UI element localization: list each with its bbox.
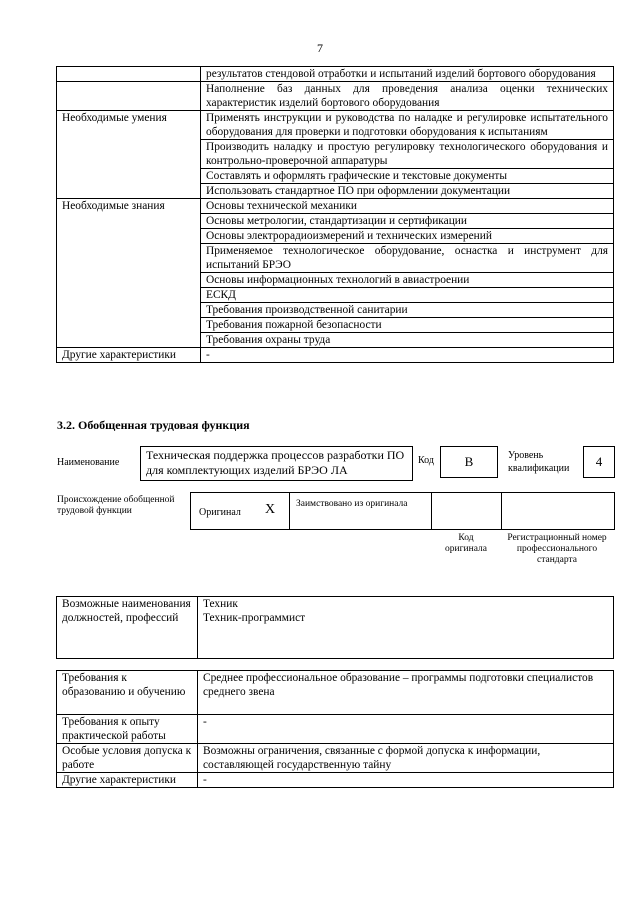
roles-label: Возможные наименования должностей, профессий [57,597,198,659]
original-label: Оригинал [199,507,241,518]
table-cell: Наполнение баз данных для проведения анализа оценки технических характеристик изделий бортового оборудования [201,82,614,111]
code-original-caption: Код оригинала [445,533,487,554]
origin-table [190,492,615,530]
function-name-box [140,446,413,481]
requirement-label: Требования к образованию и обучению [57,671,198,715]
table-row [57,199,614,214]
table-row [57,744,614,773]
level-box [583,446,615,478]
knowledge-item: Применяемое технологическое оборудование, оснастка и инструмент для испытаний БРЭО [201,244,614,273]
skill-item: Применять инструкции и руководства по наладке и регулировке испытательного оборудования для проверки и подготовки оборудования к испытаниям [201,111,614,140]
table-cell-empty [57,67,201,82]
requirement-value: Возможны ограничения, связанные с формой допуска к информации, составляющей государственную тайну [198,744,614,773]
level-label: Уровень квалификации [508,450,570,474]
original-mark: X [265,502,276,517]
code-label: Код [418,455,434,466]
knowledge-item: Требования пожарной безопасности [201,318,614,333]
other-characteristics-value: - [201,348,614,363]
knowledge-item: Основы технической механики [201,199,614,214]
function-name-value: Техническая поддержка процессов разработки ПО для комплектующих изделий БРЭО ЛА [146,448,405,477]
requirement-value: - [198,773,614,788]
requirement-label: Требования к опыту практической работы [57,715,198,744]
requirements-table [56,670,614,788]
roles-table [56,596,614,659]
table-cell: результатов стендовой отработки и испытаний изделий бортового оборудования [201,67,614,82]
level-value: 4 [595,454,603,469]
code-value: B [464,454,474,469]
requirement-value: - [198,715,614,744]
table-row [57,671,614,715]
requirement-label: Особые условия допуска к работе [57,744,198,773]
divider [431,492,432,530]
skill-item: Составлять и оформлять графические и текстовые документы [201,169,614,184]
skill-item: Производить наладку и простую регулировку технологического оборудования и контрольно-проверочной аппаратуры [201,140,614,169]
table-row [57,111,614,140]
knowledge-item: Основы информационных технологий в авиастроении [201,273,614,288]
table-row [57,67,614,82]
table-cell-empty [57,82,201,111]
code-box [440,446,498,478]
knowledge-item: ЕСКД [201,288,614,303]
reg-number-caption: Регистрационный номер профессионального стандарта [507,533,607,565]
work-function-details-table [56,66,614,363]
section-heading: 3.2. Обобщенная трудовая функция [57,418,250,432]
requirement-label: Другие характеристики [57,773,198,788]
knowledge-item: Требования производственной санитарии [201,303,614,318]
borrowed-label: Заимствовано из оригинала [296,499,408,509]
table-row [57,715,614,744]
knowledge-label: Необходимые знания [57,199,201,348]
table-row [57,597,614,659]
requirement-value: Среднее профессиональное образование – программы подготовки специалистов среднего звена [198,671,614,715]
roles-list [198,597,614,659]
divider [289,492,290,530]
role-item: Техник-программист [203,612,306,624]
knowledge-item: Основы электрорадиоизмерений и технических измерений [201,229,614,244]
skills-label: Необходимые умения [57,111,201,199]
origin-label: Происхождение обобщенной трудовой функции [57,495,175,516]
knowledge-item: Требования охраны труда [201,333,614,348]
name-label: Наименование [57,457,120,468]
table-row [57,82,614,111]
other-characteristics-label: Другие характеристики [57,348,201,363]
table-row [57,773,614,788]
skill-item: Использовать стандартное ПО при оформлении документации [201,184,614,199]
page-number: 7 [317,41,323,55]
knowledge-item: Основы метрологии, стандартизации и сертификации [201,214,614,229]
divider [501,492,502,530]
table-row [57,348,614,363]
role-item: Техник [203,598,238,610]
